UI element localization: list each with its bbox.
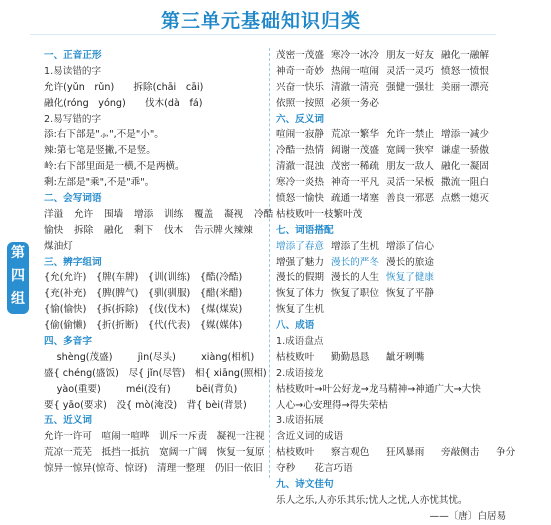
text-line: 2.易写错的字 — [44, 113, 102, 125]
text-line: 荒凉一荒芜 抵挡一抵抗 宽阔一广阔 恢复一复原 — [44, 447, 265, 459]
text-line — [44, 223, 266, 239]
word-item: 宽阔一狭窄 — [386, 145, 434, 157]
word-item: 愉快 — [44, 224, 64, 236]
text-line: 枯枝败叶一枝繁叶茂 — [276, 208, 363, 220]
word-item: 漫长的严冬 — [331, 256, 379, 268]
word-item: 朋友一敌人 — [386, 161, 434, 173]
word-item: 告示牌 — [194, 224, 223, 236]
word-item: 茂密一茂盛 — [276, 50, 324, 61]
word-item: 恢复了平静 — [386, 288, 434, 300]
text-line: {偷(偷懒) {折(折断) {代(代表) {媒(媒体) — [44, 320, 243, 332]
text-line: 剩:左部是"乘",不是"乖"。 — [44, 177, 155, 189]
text-line — [276, 48, 516, 64]
word-item: 围墙 — [104, 208, 124, 220]
word-item: 凝视 — [224, 208, 244, 220]
text-line — [276, 80, 516, 96]
text-line: 融化(róng yóng) 伐木(dà fá) — [44, 97, 203, 109]
word-item: 增添了春意 — [276, 240, 324, 252]
word-item: 撒流一阻白 — [441, 177, 489, 189]
word-item: 龇牙咧嘴 — [386, 351, 425, 363]
text-line: 允许一许可 喧闹一喧哗 训斥一斥责 凝视一注视 — [44, 431, 265, 443]
word-item: 伐木 — [164, 224, 184, 236]
text-line: 惊异一惊异(惊奇、惊讶) 清理一整理 仍旧一依旧 — [44, 463, 263, 475]
section-heading: 六、反义词 — [276, 113, 324, 125]
word-item: 争分 — [496, 447, 516, 459]
text-line: yào(重要) méi(没有) bēi(背负) — [44, 383, 238, 395]
section-heading: 五、近义词 — [44, 415, 92, 427]
text-line — [276, 64, 516, 80]
text-line: 1.成语盘点 — [276, 336, 324, 348]
text-line — [276, 270, 516, 286]
word-item: 增添 — [134, 208, 154, 220]
word-item: 洋溢 — [44, 208, 64, 220]
word-item: 寒冷一炎热 — [276, 177, 324, 189]
text-line — [276, 239, 516, 255]
text-line — [44, 207, 274, 223]
text-line: {允(允许) {牌(车牌) {训(训练) {酷(冷酷) — [44, 272, 243, 284]
word-item: 恢复了健康 — [386, 272, 434, 284]
word-item: 剩下 — [134, 224, 154, 236]
word-item: 喧闹一寂静 — [276, 129, 324, 141]
section-heading: 二、会写词语 — [44, 193, 102, 205]
word-item: 狂风暴雨 — [386, 447, 425, 459]
text-line — [276, 96, 516, 112]
word-item: 火辣辣 — [224, 224, 253, 236]
text-line: 含近义词的成语 — [276, 431, 344, 443]
word-item: 融化一融解 — [441, 50, 489, 61]
left-column — [44, 48, 274, 477]
text-line: ——〔唐〕白居易 — [276, 510, 507, 522]
word-item: 勤勤恳恳 — [331, 351, 370, 363]
text-line: 乐人之乐,人亦乐其乐;忧人之忧,人亦忧其忧。 — [276, 494, 468, 506]
word-item: 训练 — [164, 208, 184, 220]
text-line: 恢复了生机 — [276, 304, 324, 316]
text-line: 枯枝败叶→叶公好龙→龙马精神→神通广大→大快 — [276, 383, 481, 395]
side-tab — [7, 242, 29, 314]
text-line: 盛{ chéng(盛饭) 尽{ jǐn(尽管) 相{ xiāng(照相) — [44, 367, 267, 379]
word-item: 漫长的人生 — [331, 272, 379, 284]
word-item: 神奇一奇妙 — [276, 65, 324, 77]
word-item: 融化一凝固 — [441, 161, 489, 173]
side-tab-char: 四 — [11, 268, 25, 284]
text-line: 添:右下部是"⺗",不是"小"。 — [44, 129, 164, 141]
word-item: 点燃一熄灭 — [441, 193, 489, 205]
word-item: 枯枝败叶 — [276, 351, 315, 363]
side-tab-char: 组 — [11, 291, 25, 307]
text-line — [276, 143, 516, 159]
text-line — [276, 175, 516, 191]
word-item: 阔谢一茂盛 — [331, 145, 379, 157]
word-item: 恢复了体力 — [276, 288, 324, 300]
word-item: 察言观色 — [331, 447, 370, 459]
text-line: 3.成语拓展 — [276, 415, 324, 427]
word-item: 允许一禁止 — [386, 129, 434, 141]
right-column — [276, 48, 516, 525]
word-item: 依照一按照 — [276, 97, 324, 109]
word-item: 增添了信心 — [386, 240, 434, 252]
word-item: 覆盖 — [194, 208, 214, 220]
section-heading: 八、成语 — [276, 320, 315, 332]
text-line: 1.易读错的字 — [44, 65, 102, 77]
text-line — [276, 255, 516, 271]
word-item: 愤怒一愉快 — [276, 193, 324, 205]
text-line — [276, 350, 516, 366]
text-line: 辣:第七笔是竖撇,不是竖。 — [44, 145, 156, 157]
text-line: 要{ yāo(要求) 没{ mò(淹没) 背{ bèi(背景) — [44, 399, 247, 411]
text-line: {愉(愉快) {拆(拆除) {伐(伐木) {煤(煤炭) — [44, 304, 243, 316]
word-item: 允许 — [74, 208, 94, 220]
text-line: 2.成语接龙 — [276, 367, 324, 379]
text-line: 人心→心安理得→得失荣枯 — [276, 399, 389, 411]
word-item: 融化 — [104, 224, 124, 236]
word-item: 寒冷一冰冷 — [331, 50, 379, 61]
word-item: 兴奋一快乐 — [276, 81, 324, 93]
section-heading: 七、词语搭配 — [276, 224, 334, 236]
word-item: 热闹一喧闹 — [331, 65, 379, 77]
section-heading: 一、正音正形 — [44, 50, 102, 61]
word-item: 枯枝败叶 — [276, 447, 315, 459]
text-line: 岭:右下部里面是一横,不是两横。 — [44, 161, 185, 173]
word-item: 愤怒一愤恨 — [441, 65, 489, 77]
word-item: 清澈一清亮 — [331, 81, 379, 93]
section-heading: 九、诗文佳句 — [276, 479, 334, 491]
word-item: 增添了生机 — [331, 240, 379, 252]
word-item: 疏通一堵塞 — [331, 193, 379, 205]
text-line — [276, 286, 516, 302]
word-item: 美丽一漂亮 — [441, 81, 489, 93]
word-item: 清澈一混浊 — [276, 161, 324, 173]
word-item: 漫长的旅途 — [386, 256, 434, 268]
section-heading: 四、多音字 — [44, 336, 92, 348]
word-item: 漫长的假期 — [276, 272, 324, 284]
word-item: 恢复了职位 — [331, 288, 379, 300]
side-tab-char: 第 — [11, 245, 25, 261]
text-line — [276, 191, 516, 207]
word-item: 强健一强壮 — [386, 81, 434, 93]
word-item: 谦虚一骄傲 — [441, 145, 489, 157]
word-item: 荒凉一繁华 — [331, 129, 379, 141]
word-item: 必须一务必 — [331, 97, 379, 109]
word-item: 灵活一呆板 — [386, 177, 434, 189]
word-item: 神奇一平凡 — [331, 177, 379, 189]
text-line — [276, 127, 516, 143]
column-divider — [269, 48, 270, 478]
text-line: shèng(茂盛) jìn(尽头) xiàng(相机) — [44, 351, 255, 363]
word-item: 旁敲侧击 — [441, 447, 480, 459]
title-underline — [30, 34, 496, 35]
text-line: {充(补充) {脾(脾气) {驯(驯服) {醋(米醋) — [44, 288, 243, 300]
word-item: 冷酷 — [254, 208, 274, 220]
section-heading: 三、辨字组词 — [44, 256, 102, 268]
text-line: 夺秒 花言巧语 — [276, 463, 353, 475]
word-item: 茂密一稀疏 — [331, 161, 379, 173]
word-item: 朋友一好友 — [386, 50, 434, 61]
text-line: 煤油灯 — [44, 240, 73, 252]
text-line: 允许(yǔn rǔn) 拆除(chāi cāi) — [44, 81, 204, 93]
word-item: 增添一减少 — [441, 129, 489, 141]
word-item: 冷酷一热情 — [276, 145, 324, 157]
word-item: 拆除 — [74, 224, 94, 236]
page-title: 第三单元基础知识归类 — [160, 10, 361, 32]
word-item: 灵活一灵巧 — [386, 65, 434, 77]
text-line — [276, 445, 516, 461]
word-item: 增强了魅力 — [276, 256, 324, 268]
text-line — [276, 159, 516, 175]
word-item: 善良一邪恶 — [386, 193, 434, 205]
